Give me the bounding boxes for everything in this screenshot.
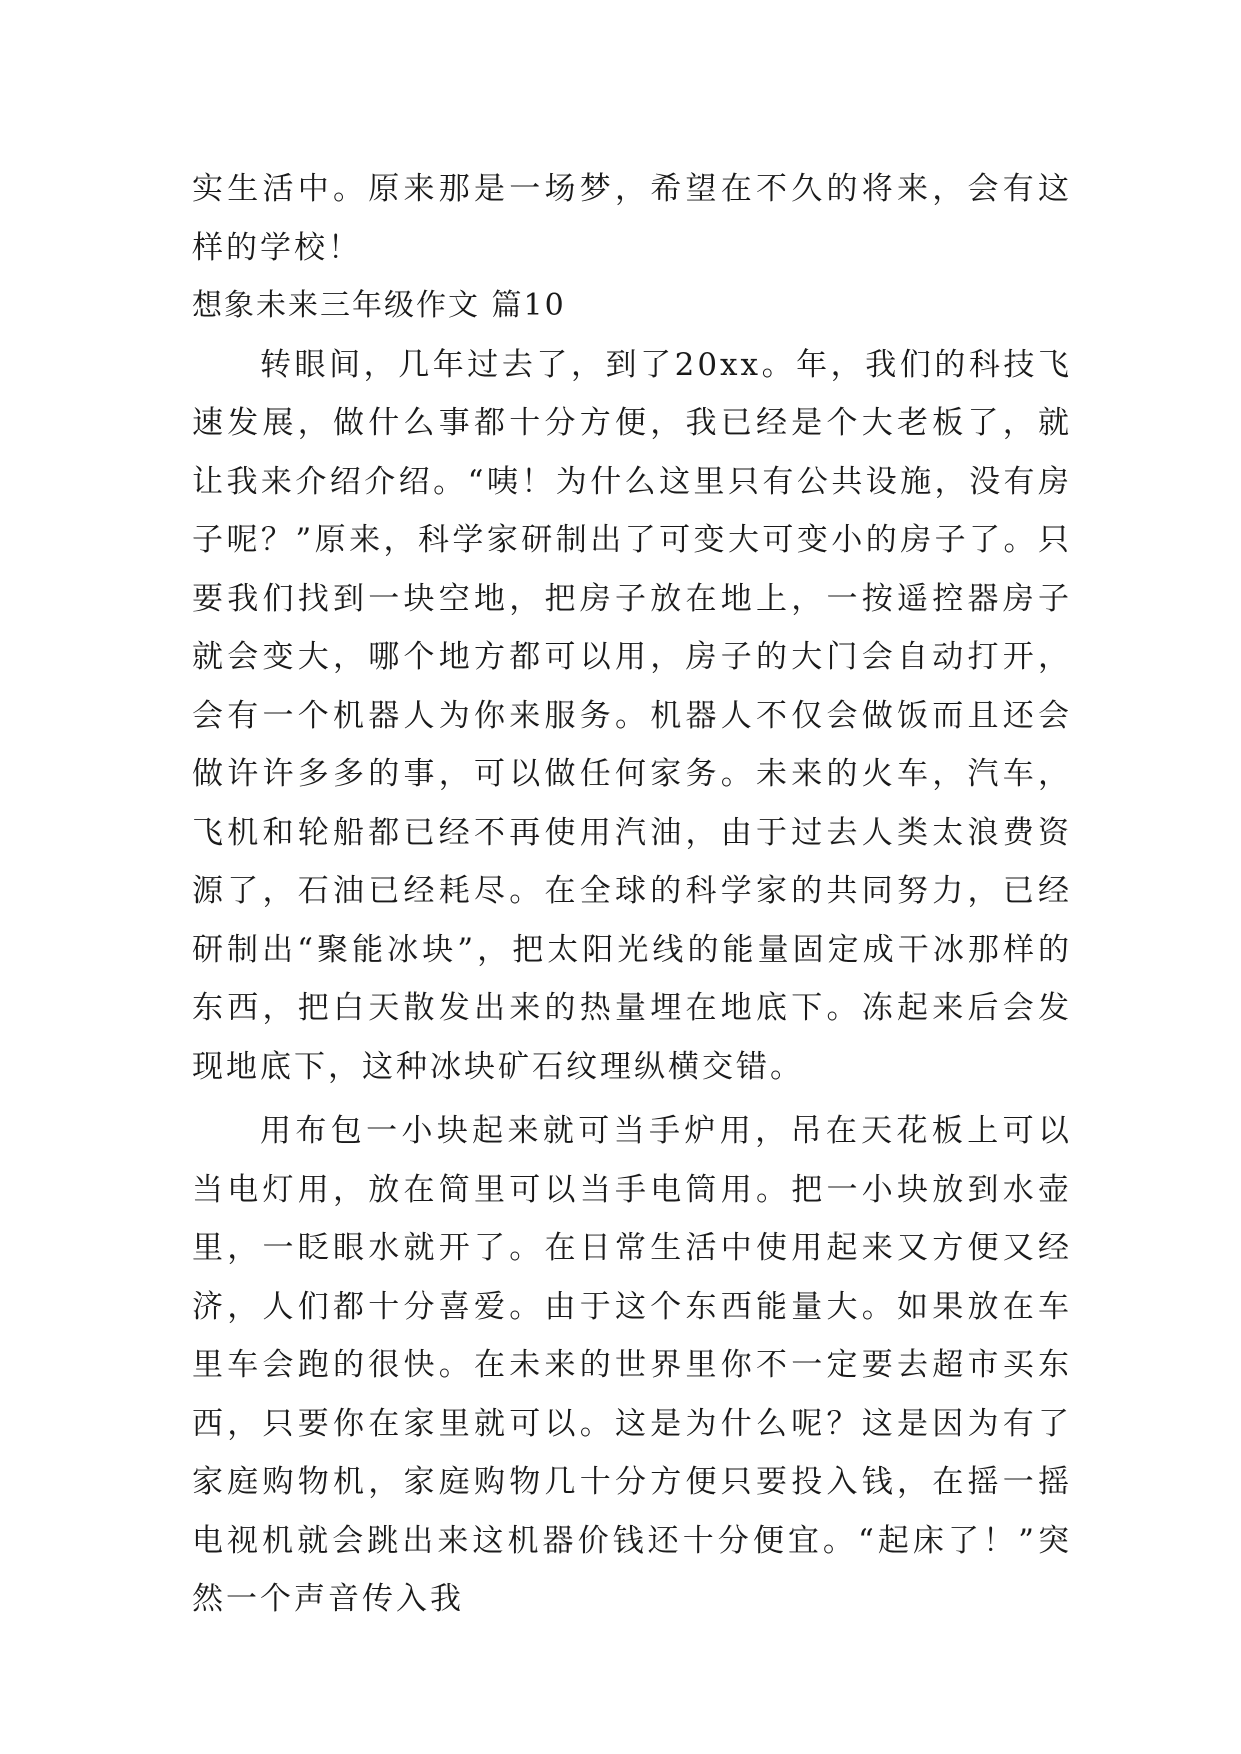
- body-paragraph-1: 转眼间，几年过去了，到了20xx。年，我们的科技飞速发展，做什么事都十分方便，我已经是个大老板了，就让我来介绍介绍。“咦！为什么这里只有公共设施，没有房子呢？”原来，科学家研制出了可变大可变小的房子了。只要我们找到一块空地，把房子放在地上，一按遥控器房子就会变大，哪个地方都可以用，房子的大门会自动打开，会有一个机器人为你来服务。机器人不仅会做饭而且还会做许许多多的事，可以做任何家务。未来的火车，汽车，飞机和轮船都已经不再使用汽油，由于过去人类太浪费资源了，石油已经耗尽。在全球的科学家的共同努力，已经研制出“聚能冰块”，把太阳光线的能量固定成干冰那样的东西，把白天散发出来的热量埋在地底下。冻起来后会发现地底下，这种冰块矿石纹理纵横交错。: [192, 346, 1072, 1085]
- continuation-paragraph: 实生活中。原来那是一场梦，希望在不久的将来，会有这样的学校！: [192, 171, 1072, 266]
- section-title: 想象未来三年级作文 篇10: [192, 288, 566, 323]
- document-body: [192, 160, 1072, 1629]
- body-paragraph-2: 用布包一小块起来就可当手炉用，吊在天花板上可以当电灯用，放在简里可以当手电筒用。把一小块放到水壶里，一眨眼水就开了。在日常生活中使用起来又方便又经济，人们都十分喜爱。由于这个东西能量大。如果放在车里车会跑的很快。在未来的世界里你不一定要去超市买东西，只要你在家里就可以。这是为什么呢？这是因为有了家庭购物机，家庭购物几十分方便只要投入钱，在摇一摇电视机就会跳出来这机器价钱还十分便宜。“起床了！”突然一个声音传入我: [192, 1113, 1072, 1617]
